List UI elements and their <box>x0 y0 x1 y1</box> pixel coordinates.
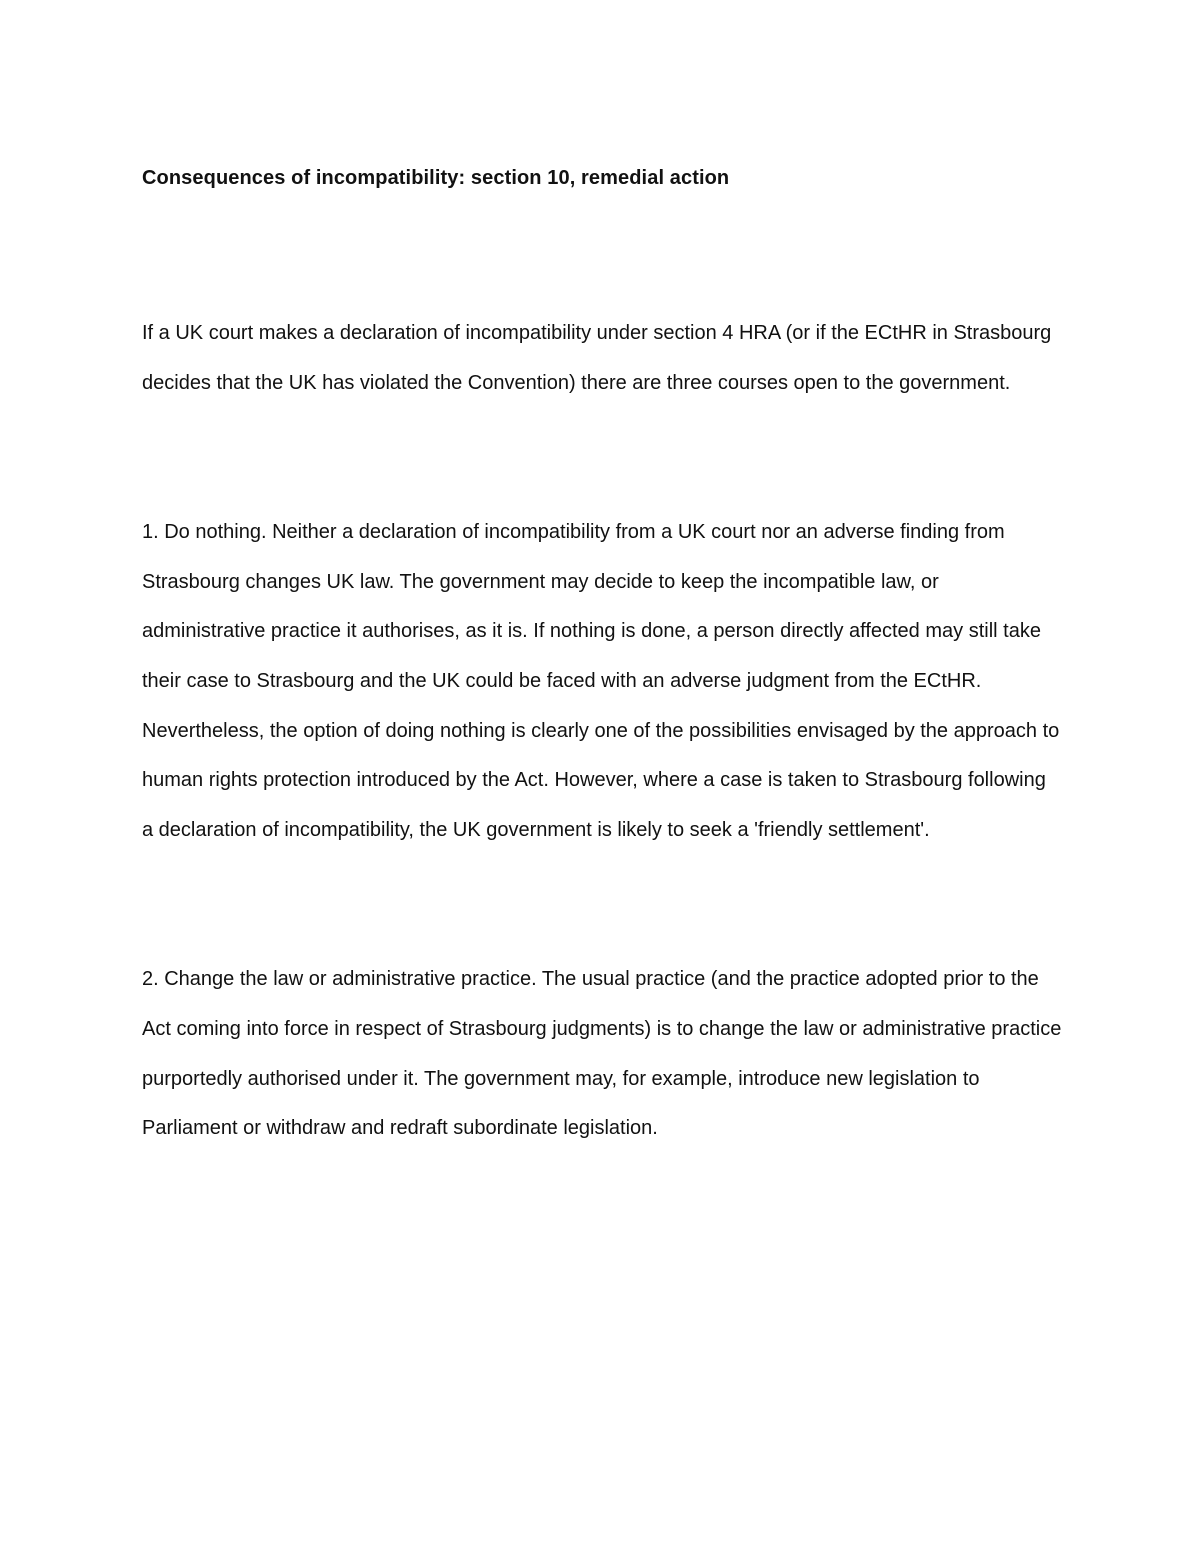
document-body <box>142 162 1062 1154</box>
paragraph-option-change-law: 2. Change the law or administrative practice. The usual practice (and the practice adopted prior to the Act coming into force in respect of Strasbourg judgments) is to change the law or administrative practice purportedly authorised under it. The government may, for example, introduce new legislation to Parliament or withdraw and redraft subordinate legislation. <box>142 968 1062 1140</box>
paragraph-option-do-nothing: 1. Do nothing. Neither a declaration of incompatibility from a UK court nor an adverse finding from Strasbourg changes UK law. The government may decide to keep the incompatible law, or administrative practice it authorises, as it is. If nothing is done, a person directly affected may still take their case to Strasbourg and the UK could be faced with an adverse judgment from the ECtHR. Nevertheless, the option of doing nothing is clearly one of the possibilities envisaged by the approach to human rights protection introduced by the Act. However, where a case is taken to Strasbourg following a declaration of incompatibility, the UK government is likely to seek a 'friendly settlement'. <box>142 521 1060 841</box>
paragraph-intro: If a UK court makes a declaration of incompatibility under section 4 HRA (or if the ECtHR in Strasbourg decides that the UK has violated the Convention) there are three courses open to the government. <box>142 322 1052 394</box>
document-title: Consequences of incompatibility: section 10, remedial action <box>142 167 730 189</box>
